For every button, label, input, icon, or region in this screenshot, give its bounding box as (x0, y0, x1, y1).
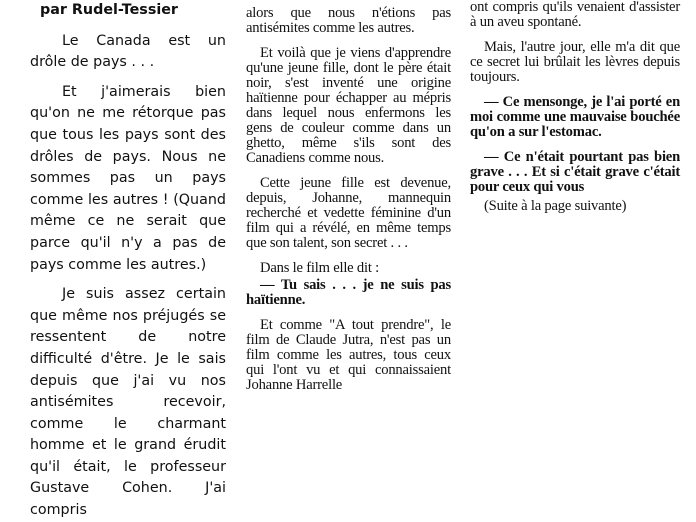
column-2 (246, 0, 451, 393)
column-1 (30, 0, 226, 522)
byline: par Rudel-Tessier (40, 2, 178, 18)
paragraph: Le Canada est un drôle de pays . . . (30, 32, 226, 71)
paragraph: alors que nous n'étions pas antisémites comme les autres. (246, 5, 451, 36)
paragraph: Dans le film elle dit : (260, 260, 380, 276)
paragraph: Mais, l'autre jour, elle m'a dit que ce secret lui brûlait les lèvres depuis toujours. (470, 39, 680, 85)
quote-paragraph: — Tu sais . . . je ne suis pas haïtienne. (246, 277, 451, 308)
quote-paragraph: — Ce mensonge, je l'ai porté en moi comme une mauvaise bouchée qu'on a sur l'estomac. (470, 94, 680, 140)
paragraph: Je suis assez certain que même nos préjugés se ressentent de notre difficulté d'être. Je le sais depuis que j'ai vu nos antisémites recevoir, comme le charmant homme et le grand érudit qu'il était, le professeur Gustave Cohen. J'ai compris (30, 286, 226, 519)
paragraph: Et j'aimerais bien qu'on ne me rétorque pas que tous les pays sont des drôles de pays. Nous ne sommes pas un pays comme les autres ! (Quand même ce ne serait que parce qu'il n'y a pas de pays comme les autres.) (30, 83, 226, 273)
paragraph: Et comme "A tout prendre", le film de Claude Jutra, n'est pas un film comme les autres, tous ceux qui l'ont vu et qui connaissaient Johanne Harrelle (246, 317, 451, 393)
quote-paragraph: — Ce n'était pourtant pas bien grave . . . Et si c'était grave c'était pour ceux qui vous (470, 149, 680, 195)
paragraph: ont compris qu'ils venaient d'assister à un aveu spontané. (470, 0, 680, 30)
paragraph: Cette jeune fille est devenue, depuis, Johanne, mannequin recherché et vedette féminine d'un film qui a révélé, en même temps que son talent, son secret . . . (246, 175, 451, 251)
continued-note: (Suite à la page suivante) (484, 198, 627, 214)
column-3 (470, 0, 680, 214)
paragraph: Et voilà que je viens d'apprendre qu'une jeune fille, dont le père était noir, s'est inventé une origine haïtienne pour échapper au mépris dans lequel nous enfermons les gens de couleur comme dans un ghetto, même s'ils sont des Canadiens comme nous. (246, 45, 451, 166)
